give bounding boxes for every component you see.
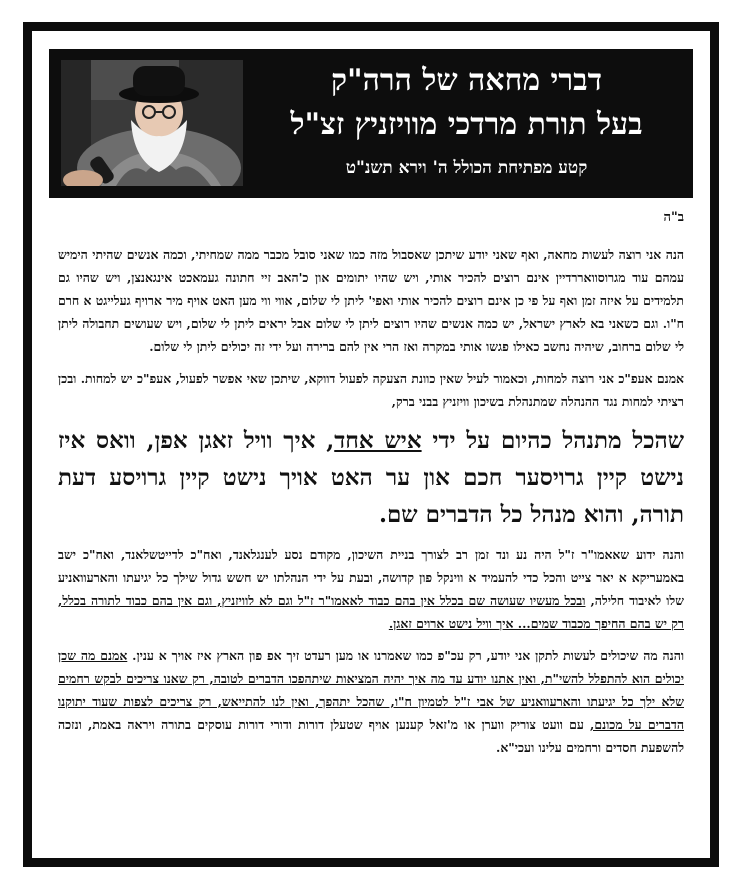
header-titles: [254, 55, 679, 192]
header-banner: [49, 49, 693, 198]
paragraph-4-underlined: אמנם מה שכן יכולים הוא להתפלל להשי"ת, ואין אתנו יודע עד מה איך יהיה המציאות שיתהפכו הדברים לטובה, רק שאנו צריכים לבקש רחמים שלא ילך כל יגיעתו והארעוואניע של אבי ז"ל לטמיון ח"ו, שהכל יתהפך, ואין לנו להתייאש, רק צריכים לצפות שעוד יתוקנו הדברים על מכונם,: [58, 648, 684, 732]
emphasis-text-b: , איך וויל זאגן אפן, וואס איז נישט קיין גרויסער חכם און ער האט אויך נישט קיין גרויסע דעת תורה, והוא מנהל כל הדברים שם.: [58, 427, 684, 528]
bh-mark: ב"ה: [663, 210, 684, 225]
title-line-2: בעל תורת מרדכי מוויזניץ זצ"ל: [290, 107, 643, 142]
rabbi-photo-illustration: [61, 60, 243, 186]
emphasis-underlined: איש אחד: [334, 427, 422, 454]
emphasis-paragraph: [58, 422, 684, 533]
black-border-frame: [23, 22, 719, 867]
subtitle: קטע מפתיחת הכולל ה' וירא תשנ"ט: [345, 158, 588, 178]
paragraph-4: [58, 644, 684, 759]
paragraph-4-closing: עם וועט צוריק ווערן או מ'זאל קענען אויף שטעלן דורות ודורי דורות עוסקים בתורה ויראה באמת, ונזכה להשפעת חסדים ורחמים עלינו ועכי"א.: [58, 717, 684, 755]
paragraph-3-text: והנה ידוע שאאמו"ר ז"ל היה נע ונד זמן רב לצורך בניית השיכון, מקודם נסע לענגלאנד, ואח"כ לדייטשלאנד, ואח"כ ישב באמעריקא א יאר צייט והכל כדי להעמיד א ווינקל פון קדושה, ובעת על ידי הנהלתו יש חשש גדול שילך כל יגיעתו והארעוואניע שלו לאיבוד חלילה,: [58, 547, 684, 608]
document-body: [58, 209, 684, 768]
paragraph-4-text: והנה מה שיכולים לעשות לתקן אני יודע, רק עכ"פ כמו שאמרנו או מען רעדט זיך אפ פון הארץ איז אויך א ענין.: [127, 648, 684, 663]
paragraph-3: [58, 543, 684, 635]
paragraph-2: אמנם אעפ"כ אני רוצה למחות, וכאמור לעיל שאין כוונת הצעקה לפעול דווקא, שיתכן שאי אפשר לפעול, אעפ"כ יש למחות. ובכן רציתי למחות נגד ההנהלה שמתנהלת בשיכון וויזניץ בבני ברק,: [58, 371, 684, 409]
rabbi-photo: [61, 60, 243, 186]
title-line-1: דברי מחאה של הרה"ק: [330, 63, 603, 98]
paragraph-3-underlined: ובכל מעשיו שעושה שם בכלל אין בהם כבוד לאאמו"ר ז"ל וגם לא לוויזניץ, וגם אין בהם כבוד לתורה בכלל, רק יש בהם החיפך מכבוד שמים... איך וויל נישט ארוים זאגן.: [58, 593, 684, 631]
emphasis-text-a: שהכל מתנהל כהיום על ידי: [421, 427, 684, 454]
document-page: [32, 31, 710, 858]
paragraph-1: הנה אני רוצה לעשות מחאה, ואף שאני יודע שיתכן שאסבול מזה כמו שאני סובל מכבר ממה שמחיתי, וכמה אנשים שהיתי הימיש עמהם עוד מגרוסוואררדיין אינם רוצים להכיר אותי, ויש שהיו יתומים און כ'האב זיי חתונה געמאכט אינגאנצן, ויש שהיו גם תלמידים על איזה זמן ואף על פי כן אינם רוצים להכיר אותי ואפי' ליתן לי שלום, אווי ווי מען האט אויף מיר ארויף געלייגט א חרם ח"ו. וגם כשאני בא לארץ ישראל, יש כמה אנשים שהיו רוצים ליתן לי שלום אבל יראים ליתן לי שלום, ויש שעושים תחבולה ליתן לי שלום ברחוב, שיהיה נחשב כאילו פגשו אותי במקרה ואז הרי אין להם ברירה ועל ידי זה יכולים ליתן לי שלום.: [58, 247, 684, 354]
